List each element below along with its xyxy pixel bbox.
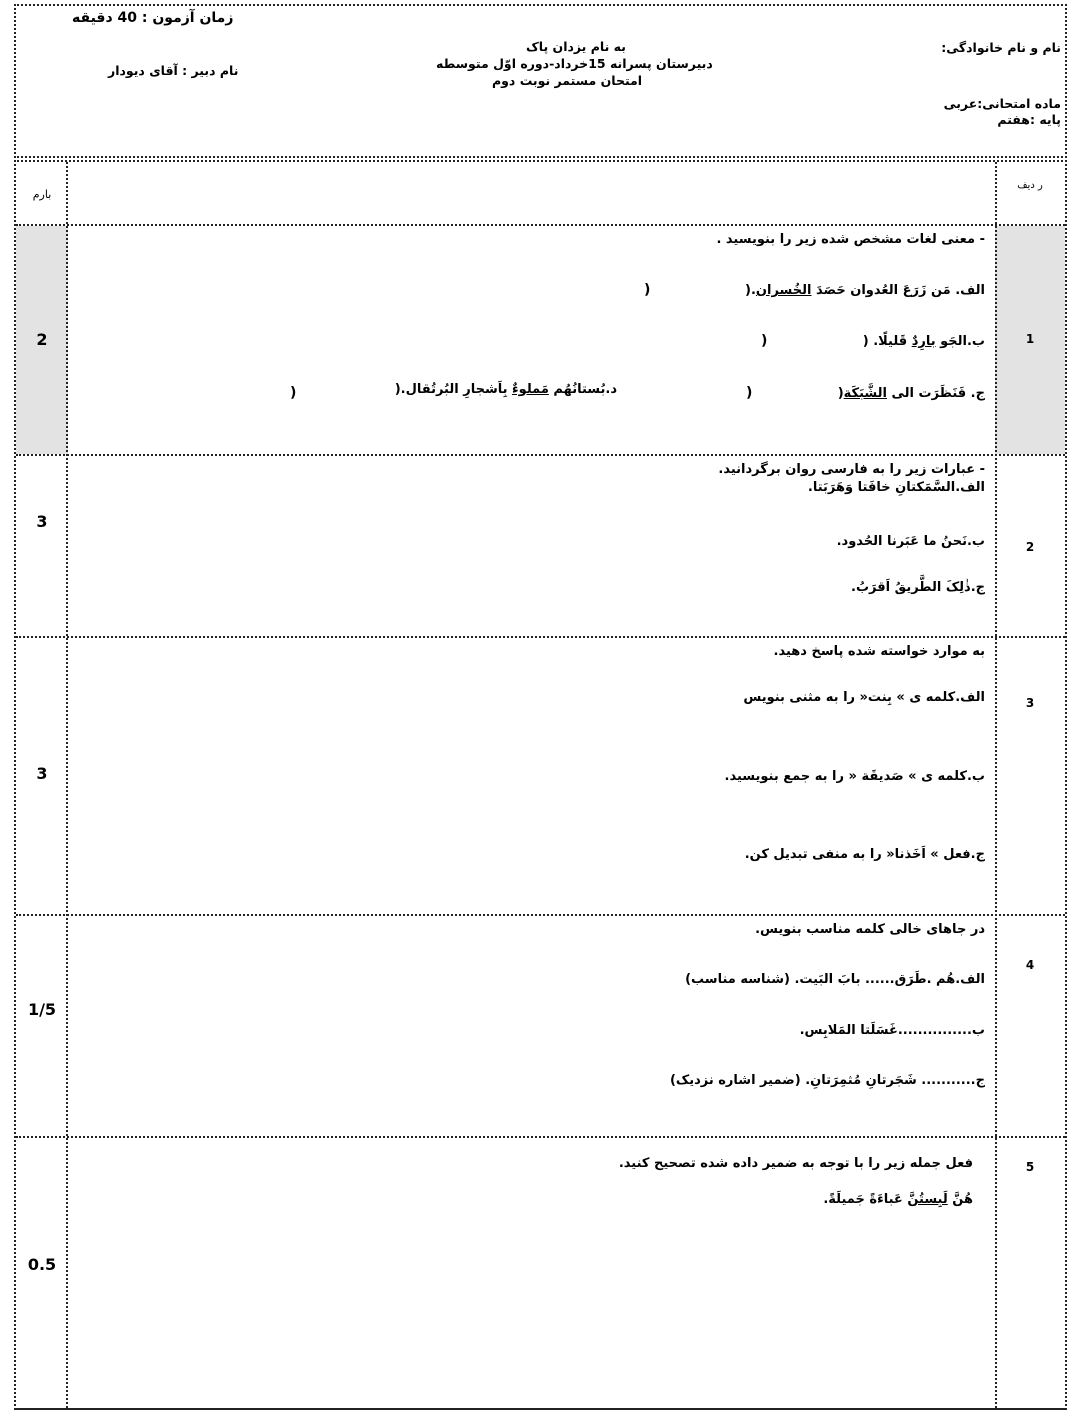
questions-table: [14, 160, 1067, 1410]
question-row-5: [16, 1136, 1065, 1412]
question-row-3: [16, 636, 1065, 914]
question-item-c: ج.ذٰلِکَ الطَّریقُ اَقرَبُ.: [851, 580, 985, 595]
question-score: 0.5: [27, 1255, 57, 1274]
question-item-b: ب.کلمه ی » صَدیقَة « را به جمع بنویسید.: [724, 769, 985, 784]
question-item-b: ب.الجَو بارِدٌ قَلیلًا. (: [862, 334, 985, 349]
question-instruction: - معنی لغات مشخص شده زیر را بنویسید .: [716, 232, 985, 247]
grade-label: پایه :هفتم: [997, 112, 1061, 127]
exam-header: [14, 4, 1067, 158]
question-instruction: در جاهای خالی کلمه مناسب بنویس.: [755, 922, 985, 937]
question-instruction: - عبارات زیر را به فارسی روان برگردانید.: [718, 462, 985, 477]
table-header-row: [16, 162, 1065, 224]
answer-paren-close: ): [290, 385, 297, 401]
question-sentence: هُنَّ لَبِستُنَّ عَباءَةً جَمیلَةً.: [823, 1192, 973, 1207]
question-item-b: ب...............غَسَلَتا المَلابِس.: [799, 1023, 985, 1038]
question-item-a: الف.السَّمَکتانِ خافَتا وَهَرَبَتا.: [807, 480, 985, 495]
score-column: [16, 162, 68, 1408]
question-item-b: ب.نَحنُ ما عَبَرنا الحُدود.: [836, 534, 985, 549]
question-number: 3: [1025, 696, 1035, 710]
student-name-label: نام و نام خانوادگی:: [941, 40, 1061, 55]
question-score: 3: [36, 512, 48, 531]
bismillah: به نام یزدان پاک: [526, 39, 626, 54]
question-instruction: فعل جمله زیر را با توجه به ضمیر داده شده تصحیح کنید.: [618, 1156, 973, 1171]
school-name: دبیرستان پسرانه 15خرداد-دوره اوّل متوسطه: [436, 56, 713, 71]
exam-duration: زمان آزمون : 40 دقیقه: [72, 10, 234, 26]
row-column-header: ر دیف: [1017, 180, 1043, 191]
question-score: 1/5: [27, 1000, 57, 1019]
question-item-c: ج.فعل » اَخَذنا« را به منفی تبدیل کن.: [744, 847, 985, 862]
question-item-d: د.بُستانُهُم مَملوءٌ بِاَشجارِ البُرتُقال.(: [394, 382, 617, 397]
answer-paren-close: ): [644, 282, 651, 298]
question-score: 2: [36, 330, 48, 349]
question-row-4: [16, 914, 1065, 1136]
question-item-a: الف.هُم .طَرَق...... بابَ البَیت. (شناسه مناسب): [685, 972, 985, 987]
question-row-1: [16, 224, 1065, 454]
answer-paren-close: ): [761, 333, 768, 349]
question-number: 4: [1025, 958, 1035, 972]
subject-label: ماده امتحانی:عربی: [943, 96, 1061, 111]
exam-title: امتحان مستمر نوبت دوم: [492, 73, 643, 88]
teacher-name: نام دبیر : آقای دیودار: [108, 63, 239, 78]
question-item-c: ج. فَنَظَرَت الی الشَّبَکَة(: [837, 386, 985, 401]
question-item-c: ج........... شَجَرتانِ مُثمِرَتانِ. (ضمیر اشاره نزدیک): [669, 1073, 985, 1088]
question-item-a: الف. مَن زَرَعَ العُدوان حَصَدَ الخُسران.(: [745, 283, 985, 298]
score-column-header: بارم: [32, 188, 52, 201]
question-number: 2: [1025, 540, 1035, 554]
row-number-column: [995, 162, 1065, 1408]
question-instruction: به موارد خواسته شده پاسخ دهید.: [773, 644, 985, 659]
question-row-2: [16, 454, 1065, 636]
question-item-a: الف.کلمه ی » بِنت« را به مثنی بنویس: [743, 690, 985, 705]
question-number: 5: [1025, 1160, 1035, 1174]
question-number: 1: [1025, 332, 1035, 346]
answer-paren-close: ): [746, 385, 753, 401]
question-score: 3: [36, 764, 48, 783]
